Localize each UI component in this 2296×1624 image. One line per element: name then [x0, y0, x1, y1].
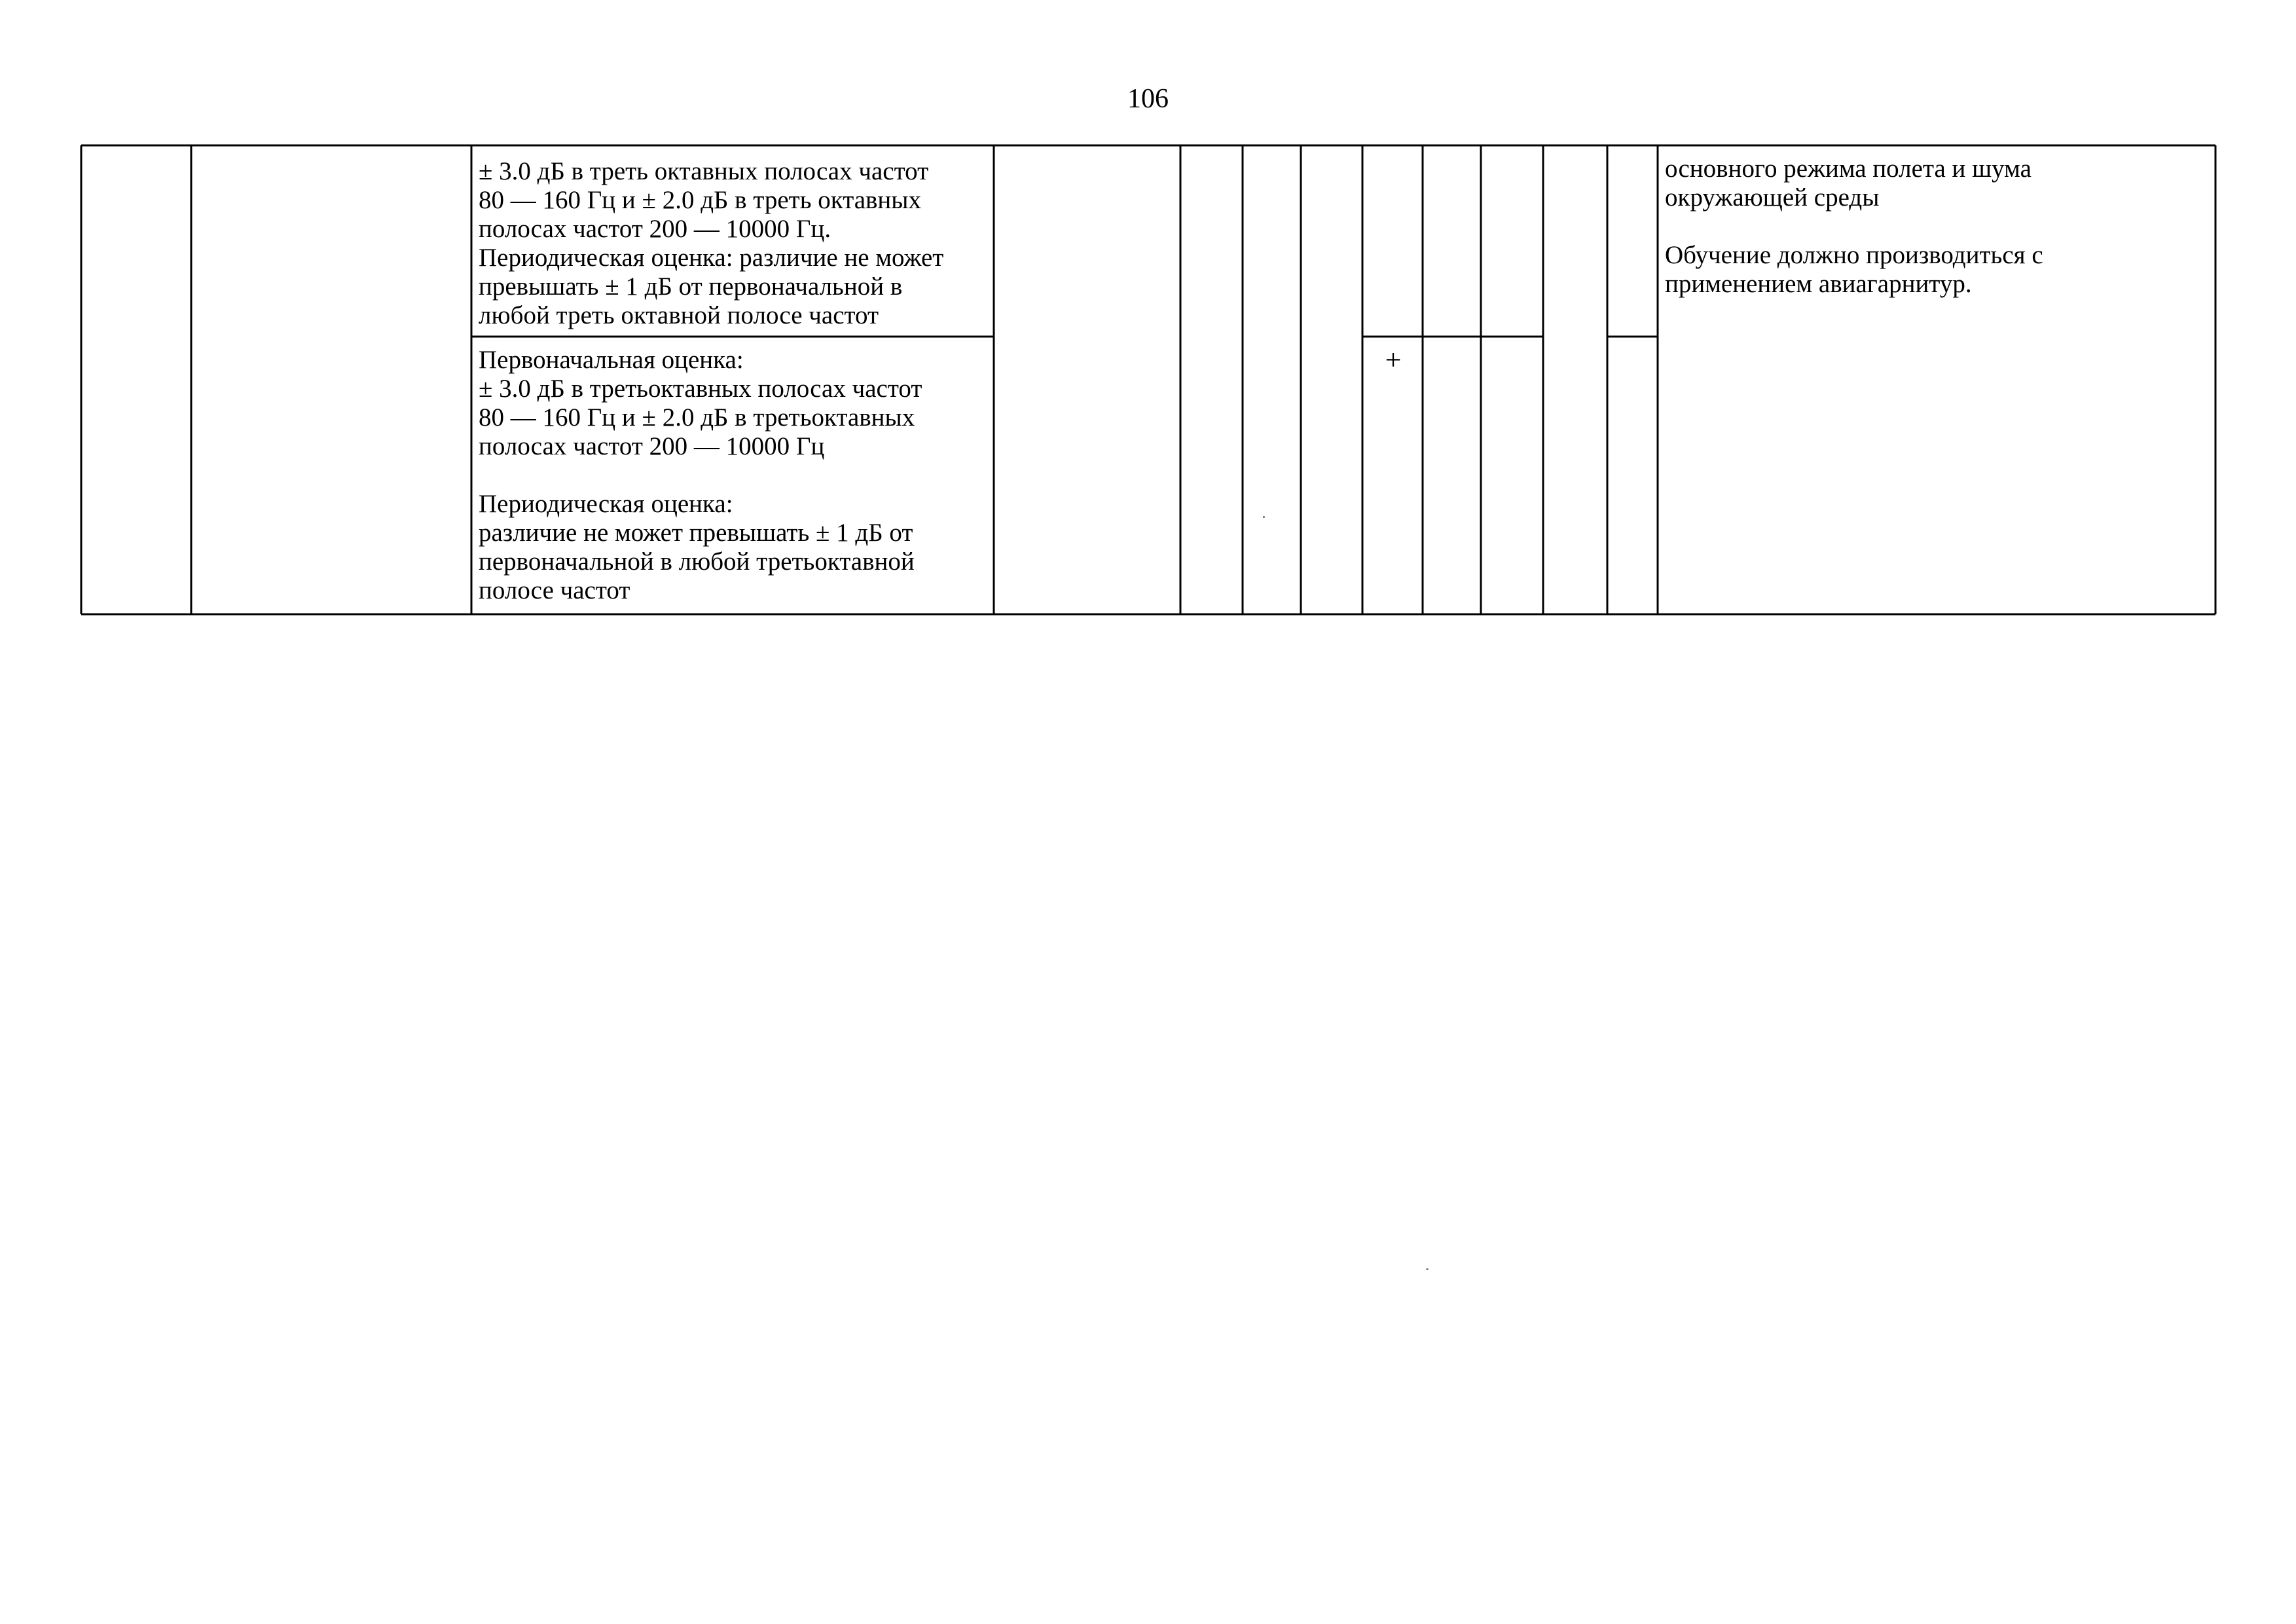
requirements-cell-row2: Первоначальная оценка: ± 3.0 дБ в третьоктавных полосах частот 80 — 160 Гц и ± 2.0 дБ в третьоктавных полосах частот 200 — 10000 Гц Периодическая оценка: различие не может превышать ± 1 дБ от первоначальной в любой третьоктавной полосе частот [479, 346, 922, 604]
requirements-cell-row1: ± 3.0 дБ в треть октавных полосах частот 80 — 160 Гц и ± 2.0 дБ в треть октавных полосах частот 200 — 10000 Гц. Периодическая оценка: различие не может превышать ± 1 дБ от первоначальной в любой треть октавной полосе частот [479, 157, 944, 329]
scan-speck [1263, 516, 1265, 518]
scan-speck [1426, 1268, 1429, 1270]
mark-plus: + [1385, 344, 1402, 376]
page-number: 106 [1127, 84, 1169, 114]
notes-cell: основного режима полета и шума окружающей среды Обучение должно производиться с применением авиагарнитур. [1665, 155, 2043, 298]
